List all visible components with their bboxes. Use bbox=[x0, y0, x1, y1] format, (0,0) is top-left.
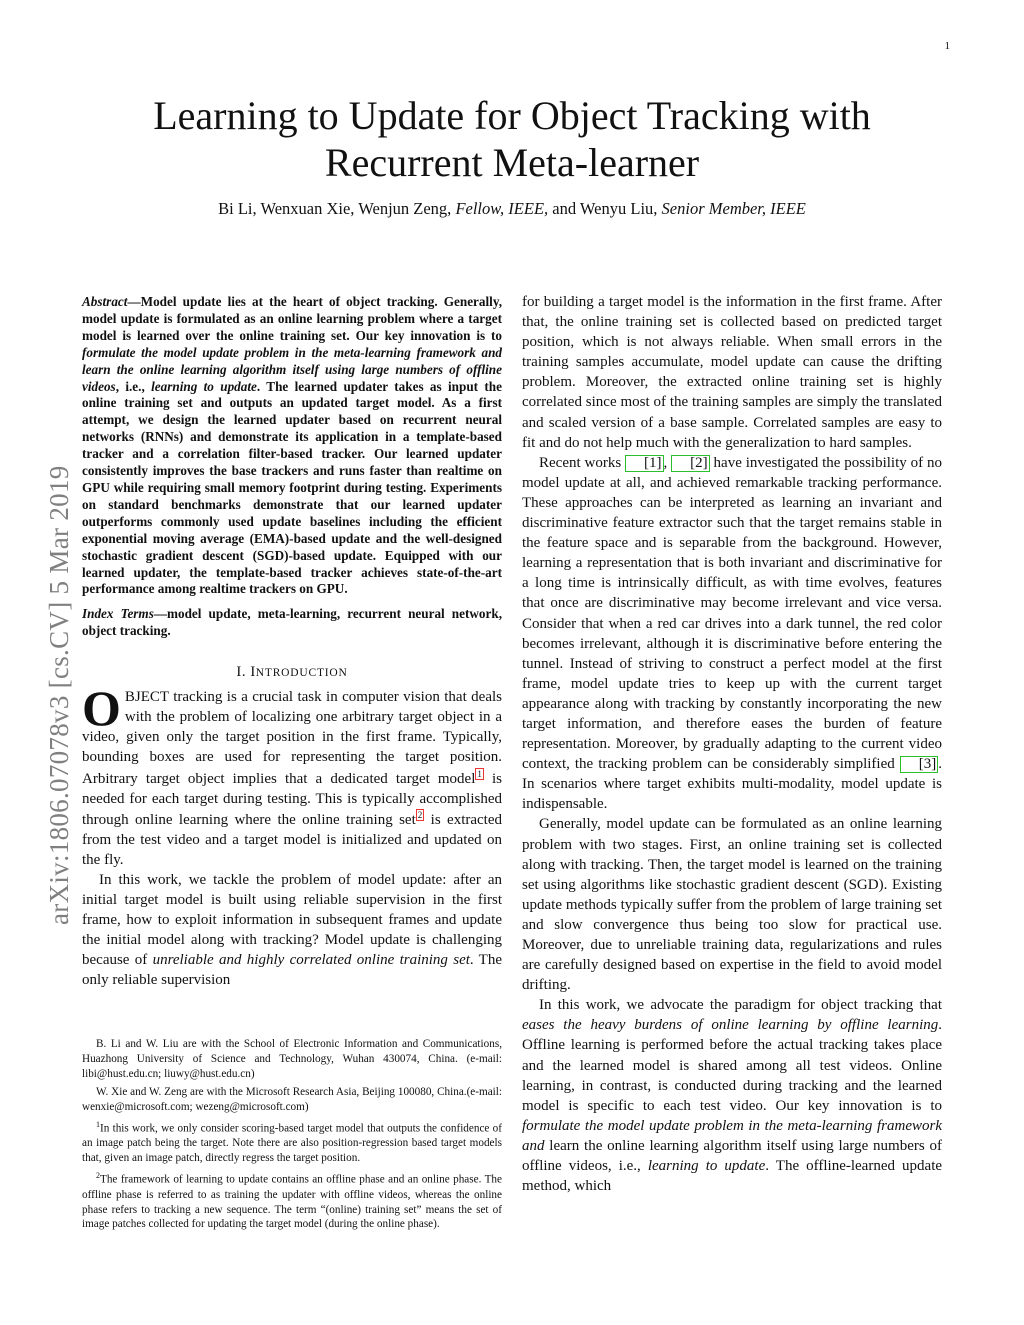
footnote-2 bbox=[82, 1169, 502, 1232]
title-line-1: Learning to Update for Object Tracking with bbox=[153, 93, 871, 138]
footnote-2-text: The framework of learning to update contains an offline phase and an online phase. The offline phase is referred to as training the updater with offline videos, whereas the online phase refers to tracking a new sequence. The term “(online) training set” means the set of image patches collected for updating the target model (during the online phase). bbox=[82, 1173, 502, 1231]
section-title-caps: NTRODUCTION bbox=[255, 667, 348, 680]
citation-link-3[interactable]: [3] bbox=[900, 756, 939, 773]
right-p4-text-1: In this work, we advocate the paradigm for object tracking that bbox=[539, 997, 942, 1014]
intro-paragraph-2 bbox=[82, 870, 502, 991]
right-paragraph-1: for building a target model is the information in the first frame. After that, the online training set is collected based on predicted target position, which is not always reliable. When small errors in the training samples accumulate, model update can cause the drifting problem. Moreover, the extracted online training set is highly correlated since most of the training samples are simply the translated and scaled version of a base sample. Correlated samples are easy to fit and do not help much with the generalization to hard samples. bbox=[522, 294, 942, 451]
right-p2-text-3: . In scenarios where target exhibits multi-modality, model update is indispensable. bbox=[522, 756, 942, 813]
right-p4-emphasis-1: eases the heavy burdens of online learning by offline learning bbox=[522, 1017, 939, 1034]
right-p4-emphasis-3: learning to update bbox=[647, 1158, 766, 1175]
right-p2-comma: , bbox=[663, 454, 672, 471]
right-p4-text-2: . Offline learning is performed before the actual tracking takes place and the learned model is shared among all test videos. Online learning, in contrast, is conducted during tracking and the learned model is specific to each test video. Our key innovation is to bbox=[522, 1017, 942, 1114]
section-numeral: I. I bbox=[236, 664, 256, 681]
footnote-1-mark: 1 bbox=[96, 1119, 100, 1129]
abstract-key-innovation: formulate the model update problem in the meta-learning framework and learn the online learning algorithm itself using large numbers of offline videos bbox=[82, 344, 502, 394]
abstract-text-2: , i.e., bbox=[115, 378, 152, 394]
right-paragraph-3: Generally, model update can be formulated as an online learning problem with two stages. First, an online training set is collected along with tracking. Then, the target model is learned on the training set using algorithms like stochastic gradient descent (SGD). Existing update methods typically suffer from the problem of large training set and slow convergence thus being too slow for practical use. Moreover, due to unreliable training data, regularizations and rules are carefully designed based on expertise in the field to avoid model drifting. bbox=[522, 816, 942, 994]
drop-cap: O bbox=[82, 680, 121, 737]
right-paragraph-2 bbox=[522, 453, 942, 815]
abstract-text-1: Model update lies at the heart of object tracking. Generally, model update is formulated as an online learning problem where a target model is learned over the online training set. Our key innovation is to bbox=[82, 294, 502, 343]
right-paragraph-4 bbox=[522, 995, 942, 1196]
intro-paragraph-1 bbox=[82, 680, 502, 870]
right-column bbox=[522, 292, 942, 1196]
intro-p2-text-2: . The only reliable supervision bbox=[82, 952, 503, 989]
right-p4-emphasis-2: formulate the model update problem in the meta-learning framework and bbox=[522, 1117, 942, 1154]
footnote-link-1[interactable]: 1 bbox=[477, 768, 482, 779]
abstract-dash: — bbox=[127, 294, 141, 309]
right-p4-text-3: learn the online learning algorithm itself using large numbers of offline videos, i.e., bbox=[522, 1137, 942, 1175]
right-p4-text-4: . The offline-learned update method, which bbox=[522, 1158, 943, 1195]
index-terms bbox=[82, 606, 502, 640]
footnote-1-text: In this work, we only consider scoring-based target model that outputs the confidence of an image patch being the target. Note there are also position-regression based target models that, given an image patch, directly regress the target position. bbox=[82, 1122, 502, 1165]
intro-p2-text-1: In this work, we tackle the problem of model update: after an initial target model is built using reliable supervision in the first frame, how to exploit information in subsequent frames and update the initial model along with tracking? Model update is challenging because of bbox=[82, 871, 502, 969]
affiliation-1: B. Li and W. Liu are with the School of Electronic Information and Communications, Huazhong University of Science and Technology, Wuhan 430074, China. (e-mail: libi@hust.edu.cn; liuwy@hust.edu.cn) bbox=[82, 1038, 502, 1080]
author-role-senior: Senior Member, IEEE bbox=[661, 199, 806, 218]
footnote-1 bbox=[82, 1118, 502, 1166]
abstract-learning-to-update: learning to update bbox=[151, 378, 257, 394]
citation-link-2[interactable]: [2] bbox=[671, 455, 710, 472]
citation-link-1[interactable]: [1] bbox=[625, 455, 664, 472]
index-terms-dash: — bbox=[153, 606, 168, 622]
footnote-2-mark: 2 bbox=[96, 1170, 100, 1180]
abstract-text-3: . The learned updater takes as input the online training set and outputs an updated target model. As a first attempt, we design the learned updater based on recurrent neural networks (RNNs) and demonstrate its application in a template-based tracker and a correlation filter-based tracker. Our learned updater consistently improves the base trackers and runs faster than realtime on GPU while requiring small memory footprint during testing. Experiments on standard benchmarks demonstrate that our learned updater outperforms commonly used update baselines including the efficient exponential moving average (EMA)-based update and the well-designed stochastic gradient descent (SGD)-based update. Equipped with our learned updater, the template-based tracker achieves state-of-the-art performance among realtime trackers on GPU. bbox=[82, 378, 502, 597]
intro-p1-text-3: is extracted from the test video and a target model is initialized and updated on the fly. bbox=[82, 811, 502, 868]
abstract bbox=[82, 294, 502, 598]
arxiv-stamp: arXiv:1806.07078v3 [cs.CV] 5 Mar 2019 bbox=[44, 465, 74, 925]
abstract-label: Abstract bbox=[82, 294, 128, 309]
paper-title bbox=[80, 92, 944, 186]
intro-p2-emphasis: unreliable and highly correlated online training set bbox=[152, 952, 470, 969]
index-terms-text: model update, meta-learning, recurrent neural network, object tracking. bbox=[82, 606, 502, 639]
page-number: 1 bbox=[944, 40, 950, 52]
section-heading-introduction bbox=[82, 664, 502, 681]
right-p2-text-2: have investigated the possibility of no model update at all, and achieved remarkable tracking performance. These approaches can be interpreted as learning an invariant and discriminative feature extractor such that the target remains stable in the feature space and is separable from the background. However, learning a representation that is both invariant and discriminative for a long time is intrinsically difficult, as with time evolves, features that once are discriminative may become irrelevant and vice versa. Consider that when a red car drives into a dark tunnel, the red color becomes irrelevant, although it is discriminative before entering the tunnel. Instead of striving to construct a perfect model at the first frame, model update tries to keep up with the current target appearance along with tracking by constantly incorporating the new target information, and therefore eases the burden of feature representation. Moreover, by gradually adapting to the current video context, the tracking problem can be considerably simplified bbox=[522, 454, 942, 773]
footnote-link-2[interactable]: 2 bbox=[417, 809, 423, 820]
author-role-fellow: Fellow, IEEE, bbox=[455, 199, 549, 218]
intro-p1-text-1: BJECT tracking is a crucial task in computer vision that deals with the problem of localizing one arbitrary target object in a video, given only the target position in the first frame. Typically, bounding boxes are used for representing the target position. Arbitrary target object implies that a dedicated target model bbox=[82, 689, 502, 787]
author-and: and Wenyu Liu, bbox=[552, 199, 658, 218]
right-p2-text-1: Recent works bbox=[539, 454, 626, 471]
intro-p1-text-2: is needed for each target during testing. This is typically accomplished through online learning where the online training set bbox=[82, 770, 502, 828]
left-column bbox=[82, 294, 502, 991]
index-terms-label: Index Terms bbox=[82, 606, 154, 622]
author-list bbox=[80, 199, 944, 219]
affiliation-2: W. Xie and W. Zeng are with the Microsoft Research Asia, Beijing 100080, China.(e-mail: wenxie@microsoft.com; wezeng@microsoft.com) bbox=[82, 1085, 502, 1113]
title-line-2: Recurrent Meta-learner bbox=[324, 140, 700, 185]
footnotes bbox=[82, 1037, 502, 1235]
author-names: Bi Li, Wenxuan Xie, Wenjun Zeng, bbox=[218, 199, 452, 218]
